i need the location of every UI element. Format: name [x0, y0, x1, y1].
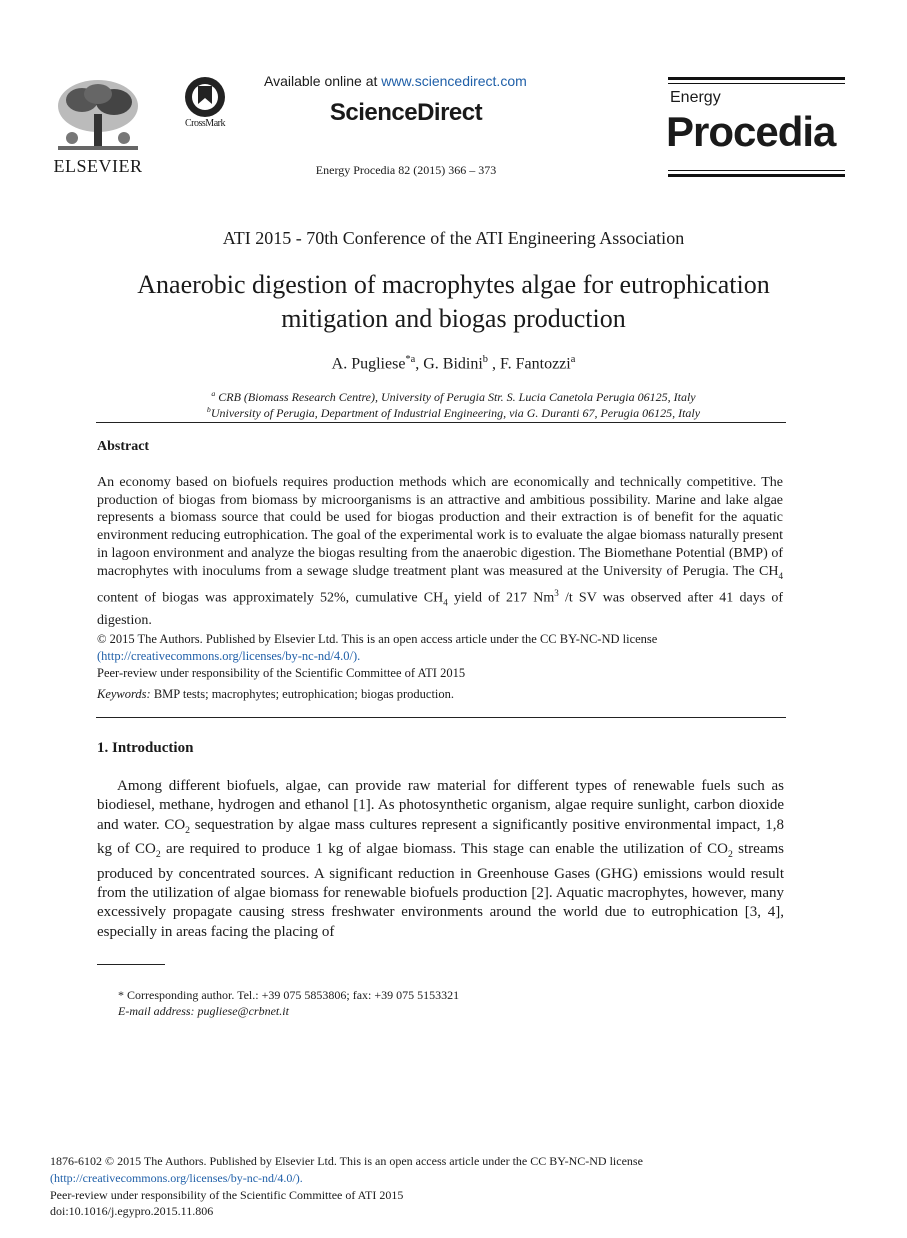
crossmark-icon	[178, 76, 232, 120]
affiliation-mark: a	[211, 389, 216, 398]
author-name: A. Pugliese	[331, 355, 406, 373]
journal-logo-rule	[668, 83, 845, 84]
affiliation	[60, 405, 847, 421]
keywords-label: Keywords:	[97, 687, 151, 701]
journal-logo-energy: Energy	[670, 89, 721, 106]
footnote-rule	[97, 964, 165, 965]
available-prefix: Available online at	[264, 73, 382, 89]
journal-logo-procedia: Procedia	[666, 108, 836, 155]
sciencedirect-link[interactable]: www.sciencedirect.com	[381, 73, 527, 89]
intro-text-part: sequestration by algae mass cultures represent a significantly positive environmental impact, 1,8 kg of CO	[97, 816, 784, 858]
paper-title	[80, 268, 827, 336]
footer-doi[interactable]: doi:10.1016/j.egypro.2015.11.806	[50, 1204, 214, 1218]
keywords-text: BMP tests; macrophytes; eutrophication; biogas production.	[150, 687, 455, 701]
author-mark: a	[570, 354, 576, 365]
copyright-line: © 2015 The Authors. Published by Elsevier Ltd. This is an open access article under the CC BY-NC-ND license	[97, 632, 658, 646]
crossmark-label: CrossMark	[185, 118, 225, 129]
corresponding-author: * Corresponding author. Tel.: +39 075 5853806; fax: +39 075 5153321	[118, 988, 460, 1002]
license-link[interactable]	[97, 649, 787, 665]
affiliation-mark: b	[206, 405, 211, 414]
author-name: G. Bidini	[423, 355, 483, 373]
abstract-body	[97, 474, 783, 630]
available-online	[264, 73, 564, 89]
author-mark: b	[482, 354, 488, 365]
section-rule	[96, 422, 786, 423]
author-sep: ,	[415, 355, 424, 373]
sciencedirect-wordmark: ScienceDirect	[329, 99, 483, 126]
intro-body	[97, 777, 784, 942]
author-mark: *a	[405, 354, 416, 365]
journal-logo-rule	[668, 77, 845, 80]
license-url[interactable]: (http://creativecommons.org/licenses/by-nc-nd/4.0/).	[97, 649, 361, 663]
subscript: 2	[185, 824, 191, 836]
subscript: 4	[778, 570, 783, 581]
abstract-text-part: yield of 217 Nm	[447, 590, 555, 606]
section-rule	[96, 717, 786, 718]
abstract-text-part: An economy based on biofuels requires production methods which are economically and technically competitive. The production of biogas from biomass by microorganisms is an attractive and ambitious possibility. Marine and lake algae represents a biomass source that could be used for biogas production and their extraction is of benefit for the aquatic environment reducing eutrophication. The goal of the experimental work is to evaluate the algae biomass naturally present in lagoon environment and analyze the biogas resulting from the anaerobic digestion. The Biomethane Potential (BMP) of macrophytes with inoculums from a sewage sludge treatment plant was measured at the University of Perugia. The CH	[97, 475, 783, 579]
title-line: mitigation and biogas production	[281, 304, 626, 333]
keywords	[97, 687, 787, 703]
intro-heading: 1. Introduction	[97, 740, 194, 756]
author-list	[0, 354, 907, 373]
affiliation-text: University of Perugia, Department of Industrial Engineering, via G. Duranti 67, Perugia 06125, Italy	[210, 406, 701, 420]
crossmark-badge[interactable]	[178, 76, 232, 132]
affiliation-text: CRB (Biomass Research Centre), University of Perugia Str. S. Lucia Canetola Perugia 06125, Italy	[215, 390, 696, 404]
abstract-heading: Abstract	[97, 439, 150, 454]
abstract-text-part: /t SV was observed after 41 days of digestion.	[97, 590, 784, 629]
footer-license-url[interactable]	[50, 1171, 303, 1186]
intro-text-part: streams produced by concentrated sources. A significant reduction in Greenhouse Gases (GHG) emissions would result from the utilization of algae biomass for renewable biofuels production [2]. Aquatic macrophytes, however, many excessively propagate causing stress freshwater environments around the world due to eutrophication [3, 4], especially in areas facing the placing of	[97, 841, 784, 940]
subscript: 2	[155, 849, 161, 861]
author-name: F. Fantozzi	[500, 355, 571, 373]
author-sep: ,	[488, 355, 500, 373]
abstract-text-part: content of biogas was approximately 52%, cumulative CH	[97, 590, 444, 606]
footer-url-link[interactable]: (http://creativecommons.org/licenses/by-nc-nd/4.0/).	[50, 1171, 303, 1185]
subscript: 2	[728, 849, 733, 861]
journal-citation: Energy Procedia 82 (2015) 366 – 373	[315, 163, 497, 177]
elsevier-logo	[52, 76, 144, 178]
intro-text-part: are required to produce 1 kg of algae biomass. This stage can enable the utilization of CO	[160, 841, 729, 858]
title-line: Anaerobic digestion of macrophytes algae for eutrophication	[137, 270, 770, 299]
subscript: 4	[443, 597, 448, 608]
peer-review-line: Peer-review under responsibility of the Scientific Committee of ATI 2015	[97, 666, 466, 680]
footer-peer-review: Peer-review under responsibility of the Scientific Committee of ATI 2015	[50, 1188, 404, 1202]
superscript: 3	[554, 588, 559, 599]
publisher-name: ELSEVIER	[53, 156, 143, 176]
footer-license: 1876-6102 © 2015 The Authors. Published by Elsevier Ltd. This is an open access article under the CC BY-NC-ND license	[50, 1154, 643, 1168]
conference-name: ATI 2015 - 70th Conference of the ATI Engineering Association	[222, 228, 685, 248]
affiliation	[60, 389, 847, 405]
journal-logo-rule	[668, 170, 845, 171]
intro-text-part: Among different biofuels, algae, can provide raw material for different types of renewable fuels such as biodiesel, methane, hydrogen and ethanol [1]. As photosynthetic organism, algae require sunlight, carbon dioxide and water. CO	[97, 778, 784, 833]
email-address[interactable]: E-mail address: pugliese@crbnet.it	[118, 1004, 289, 1018]
journal-logo-rule	[668, 174, 845, 177]
